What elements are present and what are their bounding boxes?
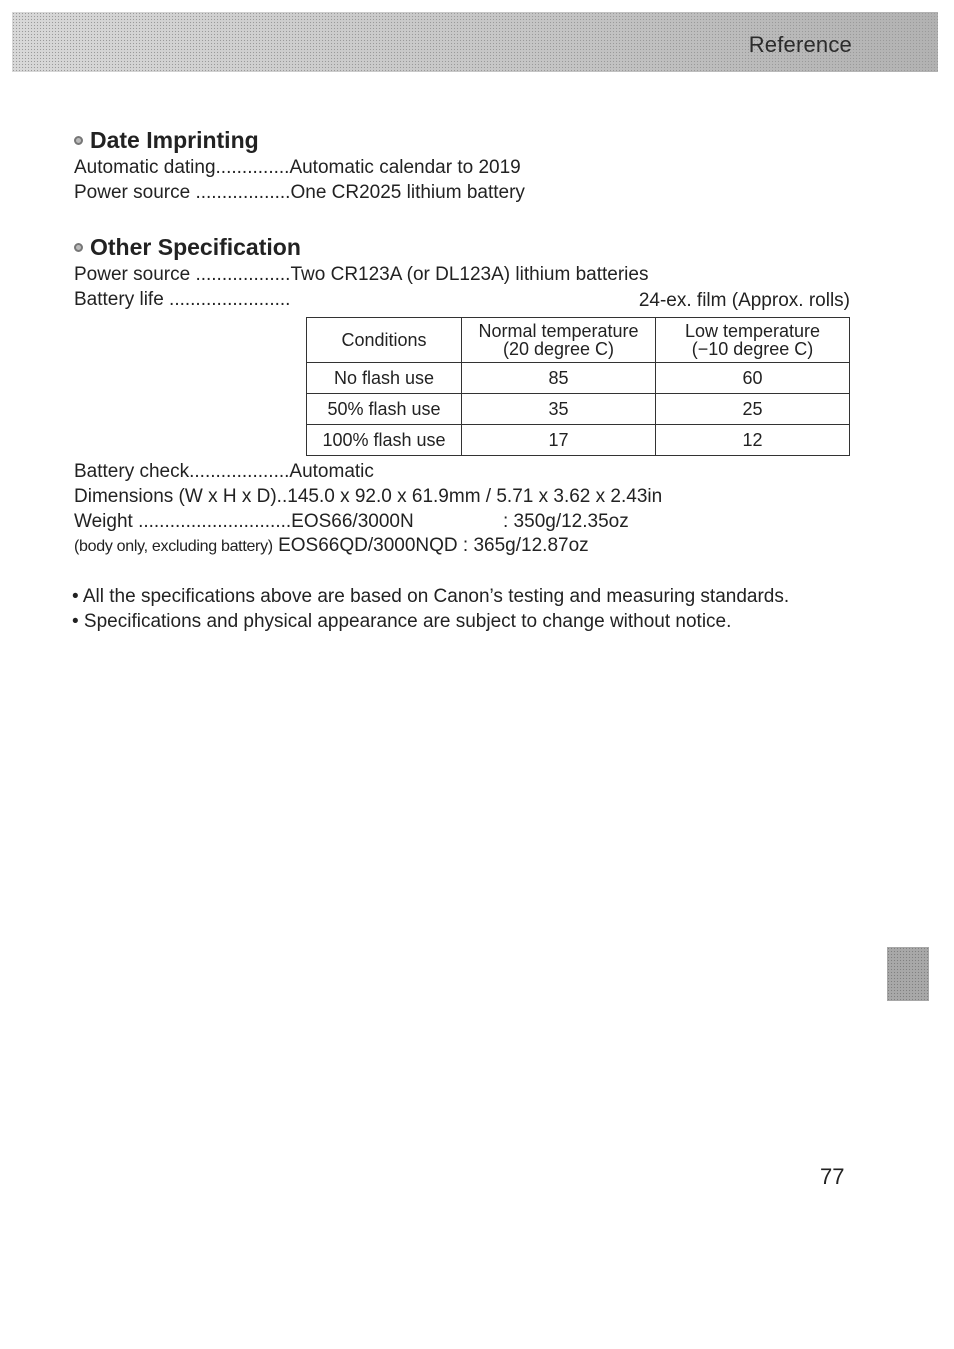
spec-label: Weight .............................	[74, 511, 292, 532]
weight-value-1: : 350g/12.35oz	[503, 511, 629, 532]
header-conditions: Conditions	[307, 318, 462, 363]
note-line: • Specifications and physical appearance are subject to change without notice.	[72, 611, 732, 632]
table-cell: 60	[656, 363, 850, 394]
page-number: 77	[820, 1164, 845, 1189]
weight-note: (body only, excluding battery)	[74, 538, 273, 555]
spec-value: One CR2025 lithium battery	[290, 182, 525, 203]
spec-label: Automatic dating..............	[74, 157, 290, 178]
spec-label: Battery life .......................	[74, 289, 291, 310]
table-cell: 17	[462, 425, 656, 456]
spec-row-weight-qd	[74, 535, 589, 557]
bullet-icon	[74, 136, 83, 145]
spec-value: Automatic	[289, 461, 374, 482]
note-line: • All the specifications above are based on Canon’s testing and measuring standards.	[72, 586, 790, 607]
battery-life-table	[306, 317, 850, 456]
table-cell: 50% flash use	[307, 394, 462, 425]
spec-row-dimensions	[74, 486, 662, 508]
table-cell: 25	[656, 394, 850, 425]
table-row	[307, 363, 850, 394]
table-cell: 100% flash use	[307, 425, 462, 456]
header-title: Reference	[748, 32, 852, 57]
spec-row-power-source-date	[74, 182, 525, 204]
table-cell: 35	[462, 394, 656, 425]
date-imprinting-heading	[74, 127, 259, 154]
table-cell: 85	[462, 363, 656, 394]
spec-value: 145.0 x 92.0 x 61.9mm / 5.71 x 3.62 x 2.43in	[287, 486, 663, 507]
spec-row-battery-life	[74, 289, 290, 311]
weight-model-1: EOS66/3000N	[291, 511, 414, 532]
spec-row-battery-check	[74, 461, 374, 483]
header-line: (−10 degree C)	[691, 339, 814, 359]
weight-model-2: EOS66QD/3000NQD	[278, 535, 458, 556]
header-line: Normal temperature	[478, 321, 639, 341]
header-line: Low temperature	[684, 321, 821, 341]
table-header-row	[307, 318, 850, 363]
other-spec-heading-text: Other Specification	[90, 234, 301, 260]
header-normal-temperature	[462, 318, 656, 363]
spec-label: Power source ..................	[74, 264, 291, 285]
table-cell: No flash use	[307, 363, 462, 394]
battery-life-value: 24-ex. film (Approx. rolls)	[638, 290, 850, 311]
spec-label: Battery check...................	[74, 461, 290, 482]
table-row	[307, 394, 850, 425]
header-line: (20 degree C)	[502, 339, 615, 359]
table-row	[307, 425, 850, 456]
date-imprinting-heading-text: Date Imprinting	[90, 127, 259, 153]
table-cell: 12	[656, 425, 850, 456]
header-band	[12, 12, 938, 72]
header-low-temperature	[656, 318, 850, 363]
weight-value-2: : 365g/12.87oz	[462, 535, 589, 556]
bullet-icon	[74, 243, 83, 252]
spec-value: Automatic calendar to 2019	[289, 157, 521, 178]
spec-row-automatic-dating	[74, 157, 521, 179]
spec-label: Power source ..................	[74, 182, 291, 203]
spec-label: Dimensions (W x H x D)..	[74, 486, 288, 507]
side-tab-marker	[887, 947, 929, 1001]
spec-row-weight	[74, 511, 414, 533]
spec-value: Two CR123A (or DL123A) lithium batteries	[290, 264, 649, 285]
other-spec-heading	[74, 234, 301, 261]
spec-row-power-source	[74, 264, 648, 286]
